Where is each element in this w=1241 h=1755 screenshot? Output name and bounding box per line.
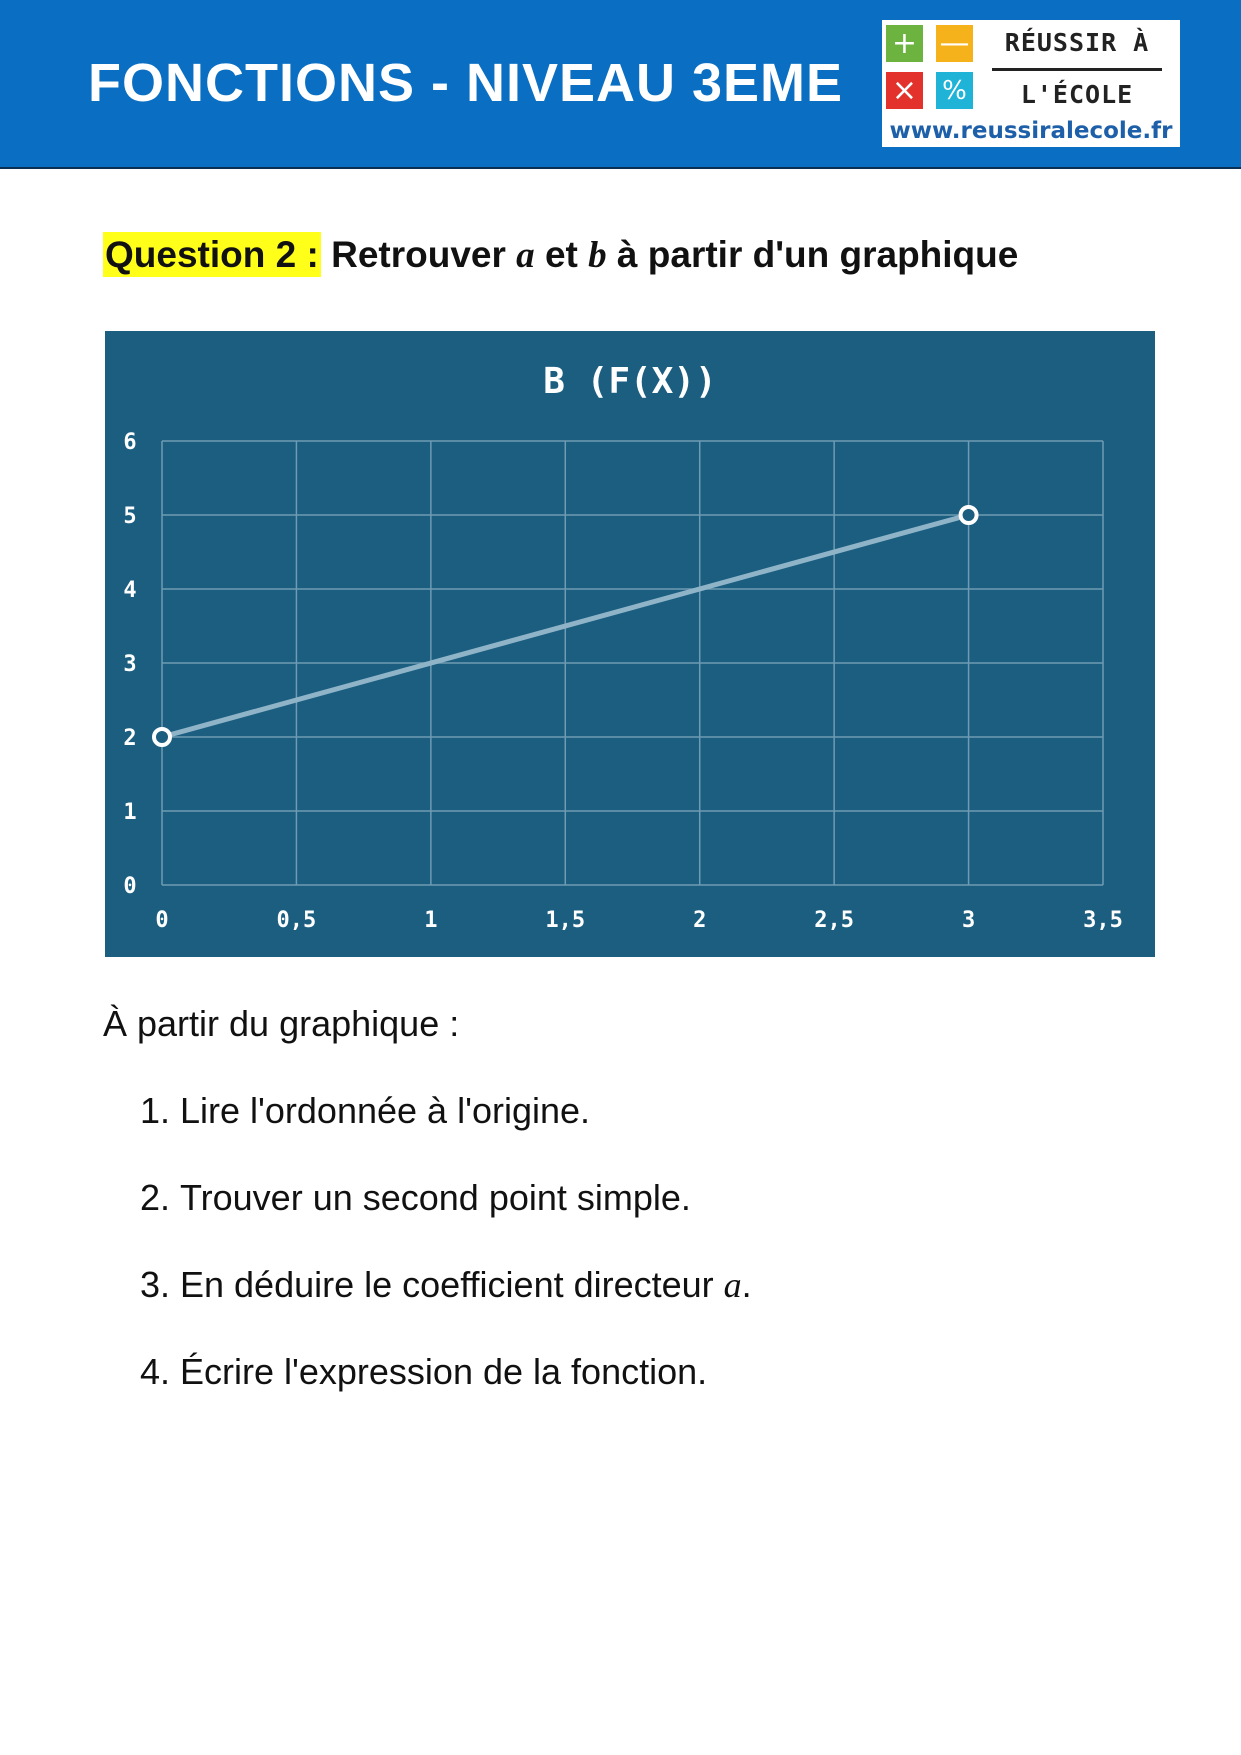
data-point: [154, 729, 170, 745]
step-number: 3.: [140, 1264, 171, 1305]
step-variable-a: a: [723, 1265, 742, 1305]
step-item: [140, 1264, 752, 1351]
percent-icon: %: [936, 72, 973, 109]
step-number: 1.: [140, 1090, 171, 1131]
x-tick-label: 2,5: [814, 908, 855, 933]
y-tick-label: 6: [123, 430, 137, 455]
instructions-intro: À partir du graphique :: [103, 1003, 460, 1044]
plus-icon: +: [886, 25, 923, 62]
question-text-end: à partir d'un graphique: [616, 234, 1019, 275]
step-text: Lire l'ordonnée à l'origine.: [180, 1090, 591, 1131]
page-header: [0, 0, 1241, 169]
x-tick-label: 1,5: [545, 908, 586, 933]
x-tick-label: 2: [693, 908, 707, 933]
step-text: Trouver un second point simple.: [180, 1177, 691, 1218]
x-tick-label: 3: [961, 908, 976, 933]
chart-background: [105, 331, 1155, 957]
question-text-start: Retrouver: [331, 234, 506, 275]
y-tick-label: 2: [123, 726, 137, 751]
step-item: [140, 1090, 752, 1177]
data-point: [961, 507, 977, 523]
logo-text-line1: RÉUSSIR À: [1004, 28, 1150, 57]
y-tick-label: 0: [123, 874, 137, 899]
x-tick-label: 1: [424, 908, 438, 933]
y-tick-label: 5: [123, 504, 137, 529]
chart-title: B (F(X)): [543, 361, 717, 402]
minus-icon: —: [936, 25, 973, 62]
site-logo: [882, 20, 1180, 147]
steps-list: [140, 1090, 752, 1438]
question-heading: [103, 234, 1018, 277]
page-title: FONCTIONS - NIVEAU 3EME: [88, 53, 844, 113]
line-chart: [105, 331, 1155, 957]
logo-text-line2: L'ÉCOLE: [1020, 80, 1134, 109]
x-tick-label: 0,5: [276, 908, 317, 933]
y-tick-label: 1: [123, 800, 137, 825]
y-tick-label: 3: [123, 652, 137, 677]
logo-url: www.reussiralecole.fr: [889, 118, 1173, 144]
times-icon: ×: [886, 72, 923, 109]
logo-divider: [992, 68, 1162, 71]
variable-b: b: [588, 235, 607, 276]
step-item: [140, 1177, 752, 1264]
step-text: En déduire le coefficient directeur: [180, 1264, 714, 1305]
question-label: Question 2 :: [105, 234, 319, 275]
y-tick-label: 4: [123, 578, 137, 603]
x-tick-label: 3,5: [1083, 908, 1123, 933]
step-number: 2.: [140, 1177, 171, 1218]
step-suffix: .: [741, 1264, 752, 1305]
variable-a: a: [516, 235, 535, 276]
chart-panel: [105, 331, 1155, 957]
step-text: Écrire l'expression de la fonction.: [180, 1351, 708, 1392]
x-tick-label: 0: [155, 908, 169, 933]
step-number: 4.: [140, 1351, 171, 1392]
step-item: [140, 1351, 752, 1438]
question-text-middle: et: [544, 234, 578, 275]
